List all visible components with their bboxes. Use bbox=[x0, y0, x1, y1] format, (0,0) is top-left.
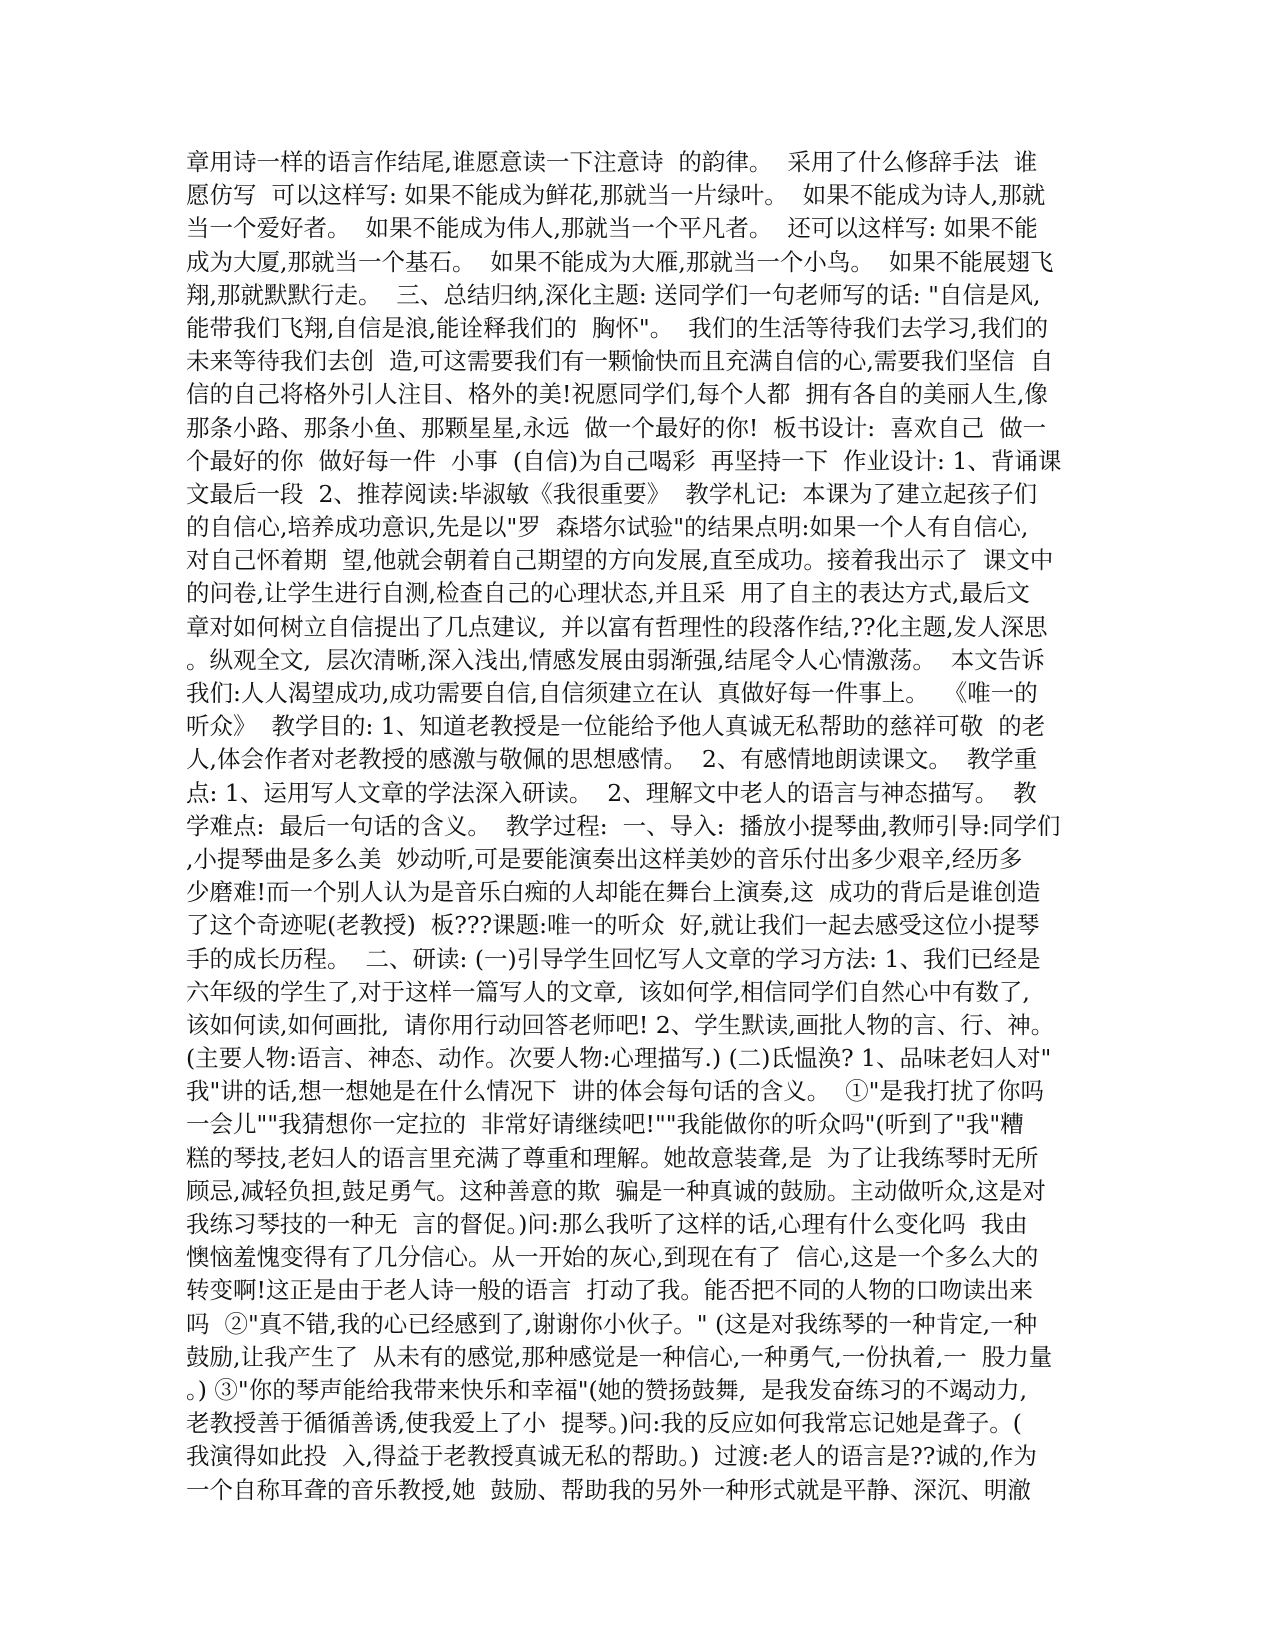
text-line: (主要人物:语言、神态、动作。次要人物:心理描写.) (二)氐愠涣? 1、品味老妇人对" bbox=[186, 1044, 1052, 1073]
body-text bbox=[186, 146, 1086, 1507]
text-line: 的问卷,让学生进行自测,检查自己的心理状态,并且采 用了自主的表达方式,最后文 bbox=[186, 579, 1030, 608]
text-line: 我"讲的话,想一想她是在什么情况下 讲的体会每句话的含义。 ①"是我打扰了你吗 bbox=[186, 1077, 1044, 1106]
text-line: 手的成长历程。 二、研读: (一)引导学生回忆写人文章的学习方法: 1、我们已经是 bbox=[186, 944, 1041, 973]
text-line: 顾忌,减轻负担,鼓足勇气。这种善意的欺 骗是一种真诚的鼓励。主动做听众,这是对 bbox=[186, 1176, 1046, 1205]
text-line: 听众》 教学目的: 1、知道老教授是一位能给予他人真诚无私帮助的慈祥可敬 的老 bbox=[186, 712, 1046, 741]
text-line: 一会儿""我猜想你一定拉的 非常好请继续吧!""我能做你的听众吗"(听到了"我"糟 bbox=[186, 1110, 1024, 1139]
text-line: 当一个爱好者。 如果不能成为伟人,那就当一个平凡者。 还可以这样写: 如果不能 bbox=[186, 214, 1038, 243]
text-line: 章对如何树立自信提出了几点建议, 并以富有哲理性的段落作结,??化主题,发人深思 bbox=[186, 612, 1048, 641]
text-line: 吗 ②"真不错,我的心已经感到了,谢谢你小伙子。" (这是对我练琴的一种肯定,一种 bbox=[186, 1309, 1038, 1338]
text-line: 一个自称耳聋的音乐教授,她 鼓励、帮助我的另外一种形式就是平静、深沉、明澈 bbox=[186, 1475, 1031, 1504]
text-line: 六年级的学生了,对于这样一篇写人的文章, 该如何学,相信同学们自然心中有数了, bbox=[186, 977, 1030, 1006]
text-line: 了这个奇迹呢(老教授) 板???课题:唯一的听众 好,就让我们一起去感受这位小提琴 bbox=[186, 911, 1040, 940]
text-line: 愿仿写 可以这样写: 如果不能成为鲜花,那就当一片绿叶。 如果不能成为诗人,那就 bbox=[186, 181, 1046, 210]
text-line: 鼓励,让我产生了 从未有的感觉,那种感觉是一种信心,一种勇气,一份执着,一 股力量 bbox=[186, 1342, 1053, 1371]
text-line: 成为大厦,那就当一个基石。 如果不能成为大雁,那就当一个小鸟。 如果不能展翅飞 bbox=[186, 247, 1054, 276]
text-line: ,小提琴曲是多么美 妙动听,可是要能演奏出这样美妙的音乐付出多少艰辛,经历多 bbox=[186, 844, 1023, 873]
text-line: 我们:人人渴望成功,成功需要自信,自信须建立在认 真做好每一件事上。 《唯一的 bbox=[186, 679, 1038, 707]
text-line: 糕的琴技,老妇人的语言里充满了尊重和理解。她故意装聋,是 为了让我练琴时无所 bbox=[186, 1143, 1039, 1172]
text-line: 章用诗一样的语言作结尾,谁愿意读一下注意诗 的韵律。 采用了什么修辞手法 谁 bbox=[186, 148, 1038, 176]
text-line: 未来等待我们去创 造,可这需要我们有一颗愉快而且充满自信的心,需要我们坚信 自 bbox=[186, 347, 1054, 376]
text-line: 的自信心,培养成功意识,先是以"罗 森塔尔试验"的结果点明:如果一个人有自信心, bbox=[186, 513, 1029, 542]
text-line: 我演得如此投 入,得益于老教授真诚无私的帮助。) 过渡:老人的语言是??诚的,作为 bbox=[186, 1442, 1037, 1471]
text-line: 。纵观全文, 层次清晰,深入浅出,情感发展由弱渐强,结尾令人心情激荡。 本文告诉 bbox=[186, 645, 1045, 674]
text-line: 懊恼羞愧变得有了几分信心。从一开始的灰心,到现在有了 信心,这是一个多么大的 bbox=[186, 1243, 1039, 1272]
text-line: 学难点: 最后一句话的含义。 教学过程: 一、导入: 播放小提琴曲,教师引导:同学们 bbox=[186, 811, 1061, 840]
text-line: 个最好的你 做好每一件 小事 (自信)为自己喝彩 再坚持一下 作业设计: 1、背诵课 bbox=[186, 446, 1062, 475]
text-line: 该如何读,如何画批, 请你用行动回答老师吧! 2、学生默读,画批人物的言、行、神。 bbox=[186, 1010, 1055, 1039]
text-line: 转变啊!这正是由于老人诗一般的语言 打动了我。能否把不同的人物的口吻读出来 bbox=[186, 1276, 1033, 1305]
text-line: 人,体会作者对老教授的感激与敬佩的思想感情。 2、有感情地朗读课文。 教学重 bbox=[186, 745, 1038, 774]
text-line: 老教授善于循循善诱,使我爱上了小 提琴。)问:我的反应如何我常忘记她是聋子。( bbox=[186, 1409, 1022, 1438]
text-line: 文最后一段 2、推荐阅读:毕淑敏《我很重要》 教学札记: 本课为了建立起孩子们 bbox=[186, 479, 1038, 508]
text-line: 少磨难!而一个别人认为是音乐白痴的人却能在舞台上演奏,这 成功的背后是谁创造 bbox=[186, 878, 1041, 907]
text-line: 能带我们飞翔,自信是浪,能诠释我们的 胸怀"。 我们的生活等待我们去学习,我们的 bbox=[186, 313, 1049, 342]
text-line: 。) ③"你的琴声能给我带来快乐和幸福"(她的赞扬鼓舞, 是我发奋练习的不竭动力, bbox=[186, 1375, 1028, 1404]
text-line: 对自己怀着期 望,他就会朝着自己期望的方向发展,直至成功。接着我出示了 课文中 bbox=[186, 546, 1054, 575]
text-line: 翔,那就默默行走。 三、总结归纳,深化主题: 送同学们一句老师写的话: "自信是风, bbox=[186, 280, 1041, 309]
text-line: 我练习琴技的一种无 言的督促。)问:那么我听了这样的话,心理有什么变化吗 我由 bbox=[186, 1210, 1028, 1238]
text-line: 那条小路、那条小鱼、那颗星星,永远 做一个最好的你! 板书设计: 喜欢自己 做一 bbox=[186, 413, 1047, 442]
text-line: 点: 1、运用写人文章的学法深入研读。 2、理解文中老人的语言与神态描写。 教 bbox=[186, 778, 1037, 807]
text-line: 信的自己将格外引人注目、格外的美!祝愿同学们,每个人都 拥有各自的美丽人生,像 bbox=[186, 380, 1048, 409]
